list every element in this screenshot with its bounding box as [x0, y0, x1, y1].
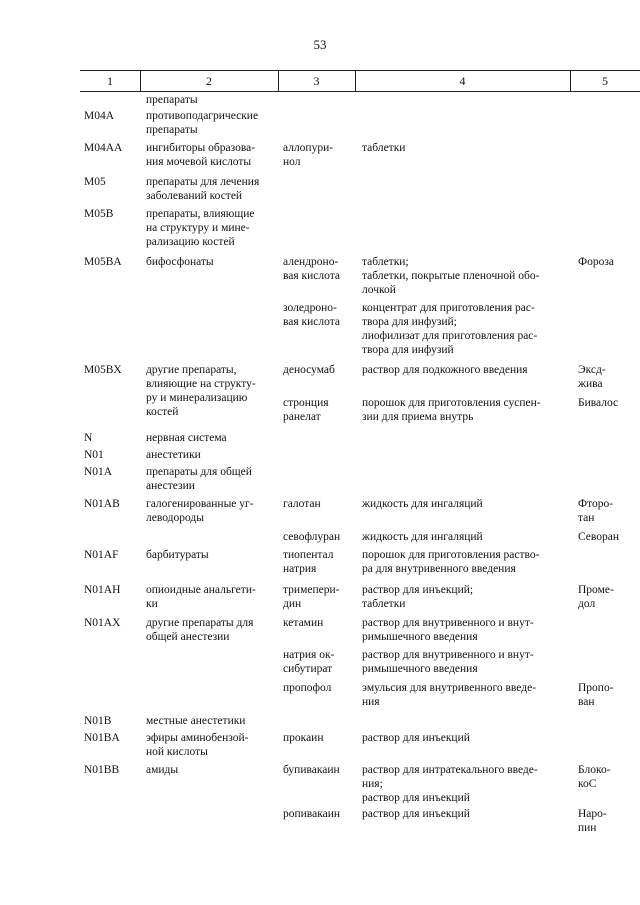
row-dosage-form: раствор для инъекций	[362, 732, 470, 744]
row-group: препараты для лечения заболеваний костей	[146, 176, 260, 202]
header-col-4: 4	[459, 74, 466, 88]
row-trade-name: Севоран	[578, 531, 620, 543]
row-code: M04AA	[84, 142, 123, 154]
row-drug-name: тримепери- дин	[283, 584, 340, 610]
row-code: M05B	[84, 208, 114, 220]
row-group: опиоидные анальгети- ки	[146, 584, 256, 610]
row-trade-name: Фороза	[578, 256, 614, 268]
row-dosage-form: таблетки; таблетки, покрытые пленочной обо- лочкой	[362, 256, 540, 296]
row-drug-name: севофлуран	[283, 531, 341, 543]
row-dosage-form: жидкость для ингаляций	[362, 531, 483, 543]
row-dosage-form: концентрат для приготовления рас- твора для инфузий; лиофилизат для приготовления рас- твора для инфузий	[362, 302, 538, 356]
row-drug-name: тиопентал натрия	[283, 549, 334, 575]
header-col-1: 1	[107, 74, 113, 88]
row-dosage-form: раствор для интратекального введе- ния; раствор для инъекций	[362, 764, 538, 804]
row-group: местные анестетики	[146, 715, 246, 727]
table-header	[80, 70, 640, 92]
row-drug-name: аллопури- нол	[283, 142, 334, 168]
row-code: M05BX	[84, 364, 122, 376]
row-drug-name: галотан	[283, 498, 321, 510]
row-code: M04A	[84, 110, 115, 122]
row-group: препараты для общей анестезии	[146, 466, 252, 492]
row-trade-name: Блоко- коС	[578, 764, 611, 790]
row-trade-name: Наро- пин	[578, 808, 607, 834]
row-group: ингибиторы образова- ния мочевой кислоты	[146, 142, 256, 168]
header-col-3: 3	[313, 74, 320, 88]
row-code: M05BA	[84, 256, 122, 268]
row-group: анестетики	[146, 449, 201, 461]
row-drug-name: ропивакаин	[283, 808, 341, 820]
row-code: N01BB	[84, 764, 120, 776]
row-drug-name: прокаин	[283, 732, 324, 744]
row-drug-name: алендроно- вая кислота	[283, 256, 341, 282]
row-code: N01AH	[84, 584, 121, 596]
row-group: противоподагрические препараты	[146, 110, 259, 136]
row-drug-name: пропофол	[283, 682, 332, 694]
row-group: амиды	[146, 764, 179, 776]
row-group: барбитураты	[146, 549, 209, 561]
row-dosage-form: таблетки	[362, 142, 406, 154]
row-trade-name: Бивалос	[578, 397, 619, 409]
row-code: N01B	[84, 715, 112, 727]
row-drug-name: натрия ок- сибутират	[283, 649, 335, 675]
row-dosage-form: раствор для внутривенного и внут- римышечного введения	[362, 617, 534, 643]
row-dosage-form: раствор для внутривенного и внут- римышечного введения	[362, 649, 534, 675]
row-code: N	[84, 432, 93, 444]
row-code: M05	[84, 176, 106, 188]
page-number: 53	[313, 37, 327, 52]
row-code: N01AF	[84, 549, 119, 561]
row-trade-name: Пропо- ван	[578, 682, 614, 708]
row-drug-name: деносумаб	[283, 364, 335, 376]
header-col-5: 5	[602, 74, 608, 88]
row-group: препараты, влияющие на структуру и мине- рализацию костей	[146, 208, 255, 248]
row-code: N01AB	[84, 498, 120, 510]
row-drug-name: стронция ранелат	[283, 397, 329, 423]
row-group: другие препараты для общей анестезии	[146, 617, 254, 643]
row-code: N01	[84, 449, 104, 461]
row-group: другие препараты, влияющие на структу- ру и минерализацию костей	[146, 364, 256, 418]
row-code: N01A	[84, 466, 113, 478]
row-dosage-form: порошок для приготовления суспен- зии для приема внутрь	[362, 397, 541, 423]
row-dosage-form: раствор для инъекций; таблетки	[362, 584, 474, 610]
row-drug-name: кетамин	[283, 617, 324, 629]
row-code: N01BA	[84, 732, 120, 744]
row-trade-name: Проме- дол	[578, 584, 614, 610]
row-dosage-form: эмульсия для внутривенного введе- ния	[362, 682, 537, 708]
row-dosage-form: раствор для подкожного введения	[362, 364, 528, 376]
row-group: галогенированные уг- леводороды	[146, 498, 254, 524]
row-dosage-form: раствор для инъекций	[362, 808, 470, 820]
row-trade-name: Фторо- тан	[578, 498, 614, 524]
row-group: препараты	[146, 94, 198, 106]
row-group: бифосфонаты	[146, 256, 214, 268]
row-trade-name: Эксд- жива	[578, 364, 606, 390]
row-drug-name: бупивакаин	[283, 764, 340, 776]
header-col-2: 2	[206, 74, 212, 88]
row-drug-name: золедроно- вая кислота	[283, 302, 341, 328]
row-dosage-form: жидкость для ингаляций	[362, 498, 483, 510]
row-code: N01AX	[84, 617, 121, 629]
row-group: нервная система	[146, 432, 227, 444]
row-group: эфиры аминобензой- ной кислоты	[146, 732, 249, 758]
row-dosage-form: порошок для приготовления раство- ра для внутривенного введения	[362, 549, 540, 575]
